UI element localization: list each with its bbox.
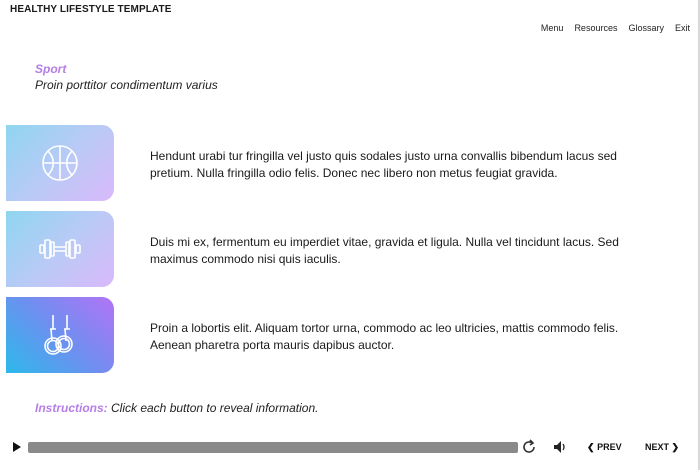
reveal-button-3[interactable]	[6, 297, 114, 373]
prev-button[interactable]	[587, 442, 622, 453]
instructions	[35, 401, 318, 415]
page-title: HEALTHY LIFESTYLE TEMPLATE	[10, 4, 172, 15]
item-text-1: Hendunt urabi tur fringilla vel justo quis sodales justo urna convallis bibendum lacus sed pretium. Nulla fringilla odio felis. Donec nec libero non metus feugiat gravida.	[150, 149, 617, 180]
top-nav	[541, 23, 690, 33]
next-label: NEXT	[645, 442, 670, 452]
nav-exit[interactable]: Exit	[674, 23, 690, 33]
section-subtitle: Proin porttitor condimentum varius	[35, 78, 218, 92]
item-text-3: Proin a lobortis elit. Aliquam tortor urna, commodo ac leo ultricies, mattis commodo felis. Aenean pharetra porta mauris dapibus auctor.	[150, 321, 619, 352]
play-icon[interactable]	[13, 442, 21, 452]
chevron-right-icon: ❯	[671, 442, 680, 452]
section-kicker: Sport	[35, 62, 67, 76]
prev-label: PREV	[597, 442, 622, 452]
reveal-button-2[interactable]	[6, 211, 114, 287]
reveal-button-1[interactable]	[6, 125, 114, 201]
next-button[interactable]	[645, 442, 679, 453]
basketball-icon	[38, 141, 82, 185]
player-bar	[0, 438, 700, 460]
instructions-label: Instructions:	[35, 401, 108, 415]
instructions-text: Click each button to reveal information.	[107, 401, 319, 415]
item-text-2: Duis mi ex, fermentum eu imperdiet vitae, gravida et ligula. Nulla vel tincidunt lacus. Sed maximus commodo nisi quis iaculis.	[150, 235, 619, 266]
replay-icon[interactable]	[521, 439, 537, 455]
volume-icon[interactable]	[553, 440, 567, 454]
dumbbell-icon	[38, 227, 82, 271]
nav-menu[interactable]: Menu	[540, 23, 564, 33]
nav-glossary[interactable]: Glossary	[628, 23, 664, 33]
progress-bar[interactable]	[28, 442, 518, 453]
gymnastic-rings-icon	[38, 313, 82, 357]
nav-resources[interactable]: Resources	[574, 23, 618, 33]
chevron-left-icon: ❮	[587, 442, 595, 452]
